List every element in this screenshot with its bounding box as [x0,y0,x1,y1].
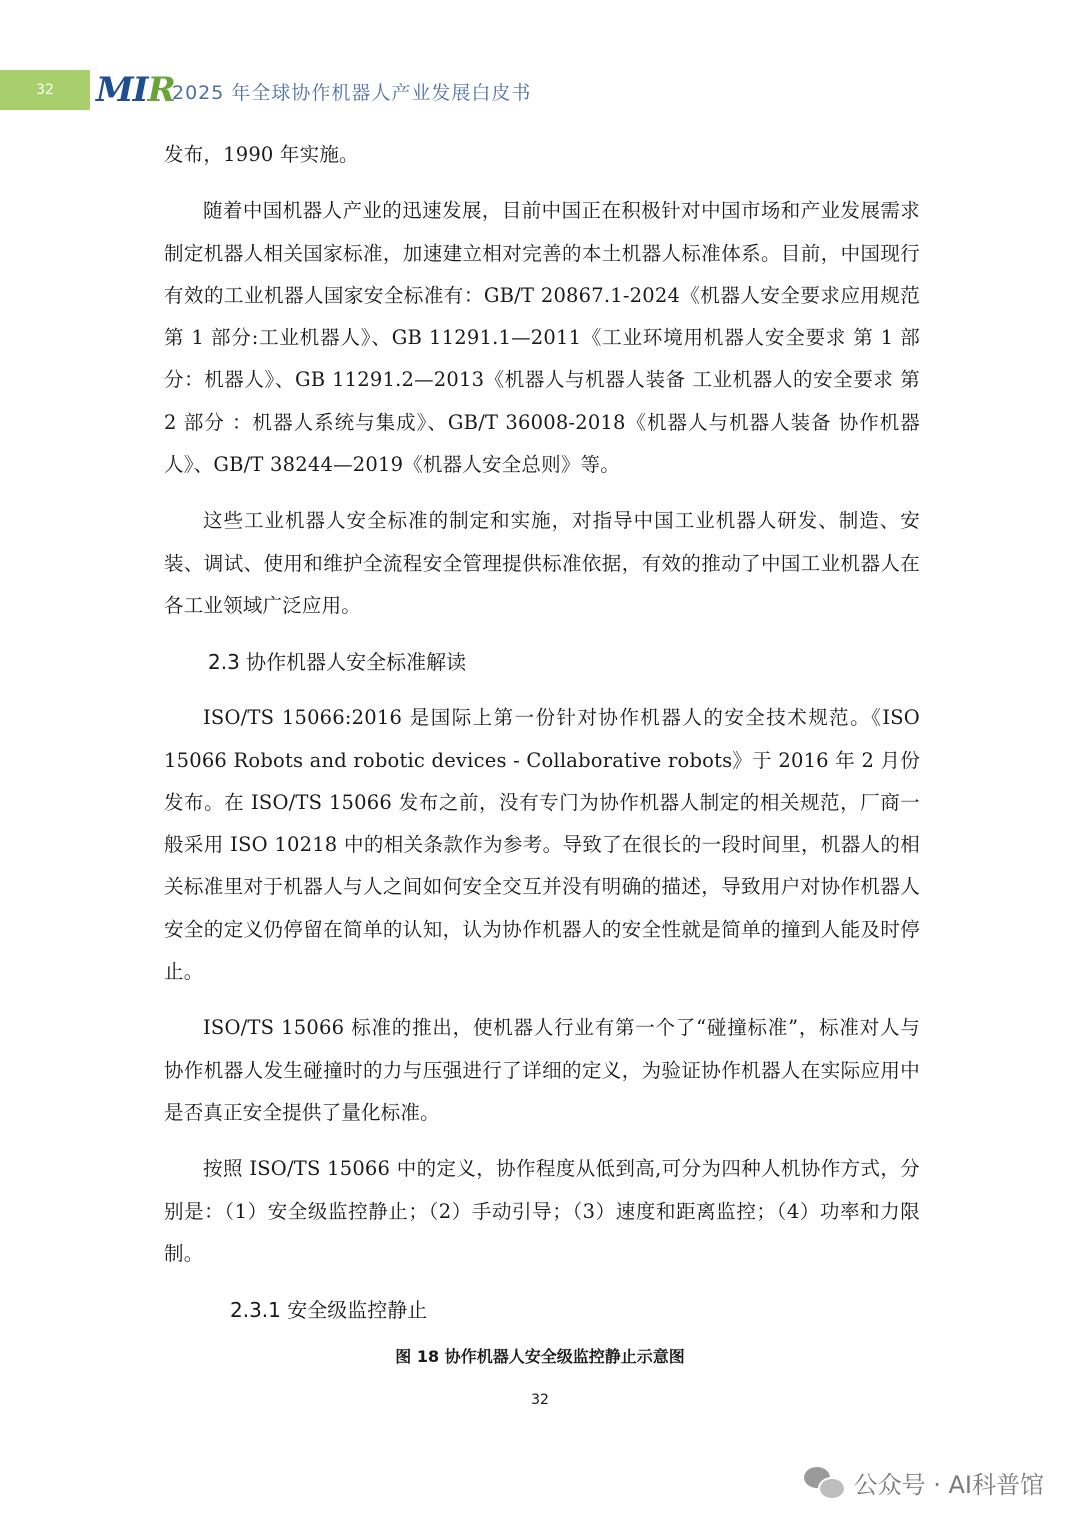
section-heading-2-3: 2.3 协作机器人安全标准解读 [208,650,467,675]
logo-letter-m: M [96,70,133,110]
wechat-icon [804,1465,844,1499]
figure-caption: 图 18 协作机器人安全级监控静止示意图 [395,1347,685,1366]
paragraph-4: ISO/TS 15066:2016 是国际上第一份针对协作机器人的安全技术规范。《ISO 15066 Robots and robotic devices - Collaborative robots》于 2016 年 2 月份发布。在 ISO/TS 15066 发布之前，没有专门为协作机器人制定的相关规范，厂商一般采用 ISO 10218 中的相关条款作为参考。导致了在很长的一段时间里，机器人的相关标准里对于机器人与人之间如何安全交互并没有明确的描述，导致用户对协作机器人安全的定义仍停留在简单的认知，认为协作机器人的安全性就是简单的撞到人能及时停止。 [164,706,920,984]
header-page-tab: 32 [0,70,90,110]
paragraph-5: ISO/TS 15066 标准的推出，使机器人行业有第一个了“碰撞标准”，标准对人与协作机器人发生碰撞时的力与压强进行了详细的定义，为验证协作机器人在实际应用中是否真正安全提供了量化标准。 [164,1016,920,1124]
watermark-text: 公众号 · AI科普馆 [853,1470,1044,1499]
logo-letter-i: I [132,70,148,110]
paragraph-2: 随着中国机器人产业的迅速发展，目前中国正在积极针对中国市场和产业发展需求制定机器人相关国家标准，加速建立相对完善的本土机器人标准体系。目前，中国现行有效的工业机器人国家安全标准有：GB/T 20867.1-2024《机器人安全要求应用规范第 1 部分:工业机器人》、GB 11291.1—2011《工业环境用机器人安全要求 第 1 部分：机器人》、GB 11291.2—2013《机器人与机器人装备 工业机器人的安全要求 第 2 部分 ：机器人系统与集成》、GB/T 36008-2018《机器人与机器人装备 协作机器人》、GB/T 38244—2019《机器人安全总则》等。 [164,199,920,477]
mir-logo [96,70,175,110]
wechat-watermark [804,1460,1044,1504]
logo-letter-r: R [147,70,175,110]
paragraph-3: 这些工业机器人安全标准的制定和实施，对指导中国工业机器人研发、制造、安装、调试、使用和维护全流程安全管理提供标准依据，有效的推动了中国工业机器人在各工业领域广泛应用。 [164,509,920,617]
page-number: 32 [531,1392,549,1408]
paragraph-1: 发布，1990 年实施。 [164,143,359,166]
page-body [164,134,920,1331]
paragraph-6: 按照 ISO/TS 15066 中的定义，协作程度从低到高,可分为四种人机协作方式，分别是：（1）安全级监控静止；（2）手动引导；（3）速度和距离监控；（4）功率和力限制。 [164,1157,920,1265]
header-title: 2025 年全球协作机器人产业发展白皮书 [172,82,532,104]
page-header [0,70,1080,110]
section-heading-2-3-1: 2.3.1 安全级监控静止 [230,1298,428,1323]
